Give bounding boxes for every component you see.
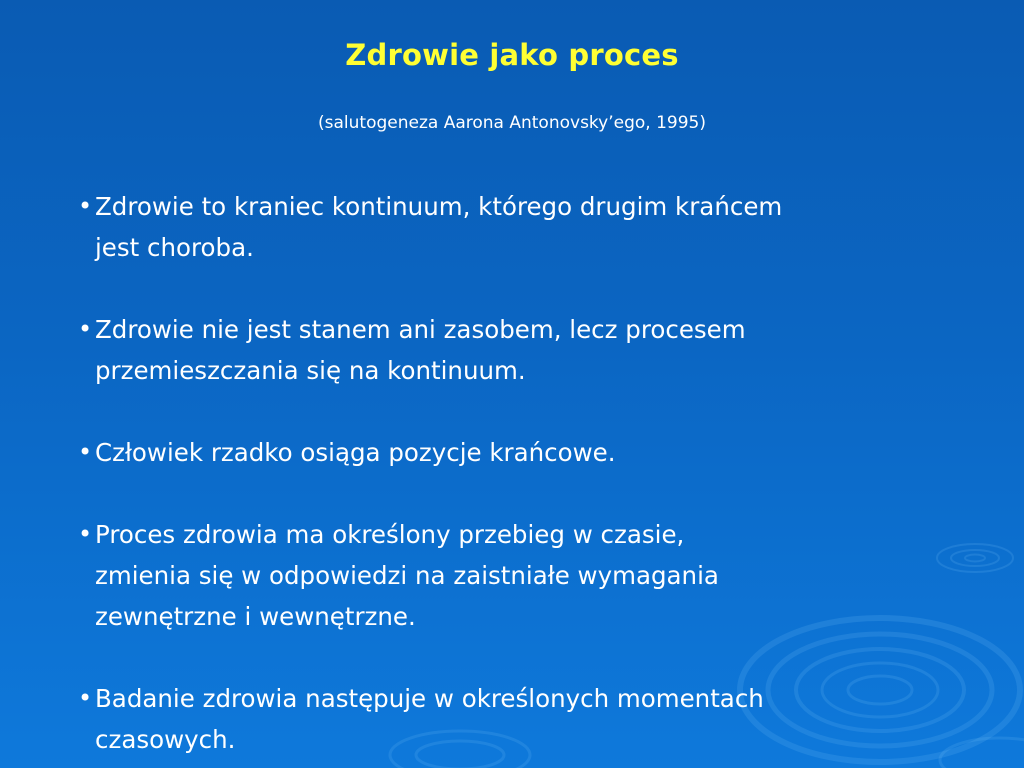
bullet-text-line: jest choroba. [95,233,254,262]
bullet-text-line: przemieszczania się na kontinuum. [95,356,526,385]
bullet-marker: • [78,684,93,712]
bullet-text-line: zmienia się w odpowiedzi na zaistniałe wymagania [95,561,719,590]
bullet-marker: • [78,192,93,220]
bullet-marker: • [78,315,93,343]
bullet-text-line: Zdrowie to kraniec kontinuum, którego drugim krańcem [95,192,783,221]
bullet-text-line: czasowych. [95,725,236,754]
bullet-text-line: zewnętrzne i wewnętrzne. [95,602,416,631]
bullet-text-line: Zdrowie nie jest stanem ani zasobem, lecz procesem [95,315,746,344]
bullet-item [78,186,938,268]
bullet-text-line: Człowiek rzadko osiąga pozycje krańcowe. [95,438,616,467]
bullet-text-line: Badanie zdrowia następuje w określonych momentach [95,684,764,713]
slide-subtitle: (salutogeneza Aarona Antonovsky’ego, 1995) [318,113,706,133]
bullet-item [78,514,938,637]
bullet-item [78,309,938,391]
slide-title: Zdrowie jako proces [345,38,679,72]
bullet-text-line: Proces zdrowia ma określony przebieg w czasie, [95,520,685,549]
bullet-item [78,432,938,473]
bullet-item [78,678,938,760]
bullet-list [78,186,938,760]
bullet-marker: • [78,520,93,548]
bullet-marker: • [78,438,93,466]
